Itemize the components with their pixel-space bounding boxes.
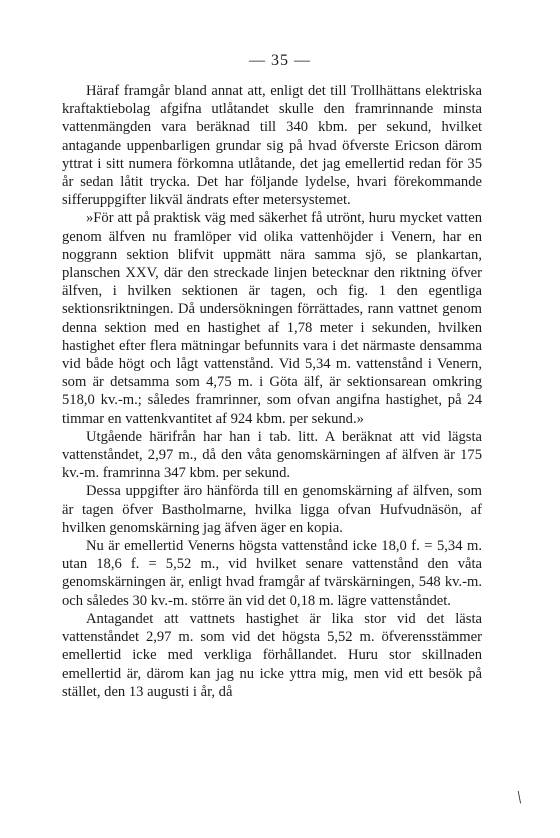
paragraph-3: Utgående härifrån har han i tab. litt. A beräknat att vid lägsta vattenståndet, 2,97 m., då den våta genomskärningen af älfven är 175 kv.-m. framrinna 347 kbm. per sekund. — [62, 428, 482, 482]
paragraph-5: Nu är emellertid Venerns högsta vattenstånd icke 18,0 f. = 5,34 m. utan 18,6 f. = 5,52 m., vid hvilket senare vattenstånd den våta genomskärningen är, enligt hvad framgår af tvärskärningen, 548 kv.-m. och således 30 kv.-m. större än vid det 0,18 m. lägre vattenståndet. — [62, 538, 482, 609]
pencil-mark: / — [512, 787, 527, 807]
page-number: — 35 — — [249, 52, 311, 69]
paragraph-2-quote: »För att på praktisk väg med säkerhet få utrönt, huru mycket vatten genom älfven nu framlöper vid olika vattenhöjder i Venern, har en noggrann sektion blifvit uppmätt nära samma sjö, se plankartan, planschen XXV, där den streckade linjen betecknar den riktning öfver älfven, i hvilken sektionen är tagen, och fig. 1 den egentliga sektionsriktningen. Då undersökningen förrättades, rann vattnet genom denna sektion med en hastighet af 1,78 meter i sekunden, hvilken hastighet efter flera mätningar befunnits vara i det närmaste densamma vid både högt och lågt vattenstånd. Vid 5,34 m. vattenstånd i Venern, som är detsamma som 4,75 m. i Göta älf, är sektionsarean omkring 518,0 kv.-m.; således framrinner, som ofvan angifna hastighet, på 24 timmar en vattenkvantitet af 924 kbm. per sekund.» — [62, 210, 482, 427]
paragraph-4: Dessa uppgifter äro hänförda till en genomskärning af älfven, som är tagen öfver Bastholmarne, hvilka ligga ofvan Hufvudnäsön, af hvilken genomskärning jag äfven äger en kopia. — [62, 483, 482, 536]
body-text — [62, 82, 482, 701]
paragraph-6: Antagandet att vattnets hastighet är lika stor vid det lästa vattenståndet 2,97 m. som vid det högsta 5,52 m. öfverensstämmer emellertid icke med verkliga förhållandet. Huru stor skillnaden emellertid är, därom kan jag nu icke yttra mig, men vid ett besök på stället, den 13 augusti i år, då — [62, 610, 482, 700]
paragraph-1: Häraf framgår bland annat att, enligt det till Trollhättans elektriska kraftaktiebolag afgifna utlåtandet skulle den framrinnande minsta vattenmängden vara beräknad till 340 kbm. per sekund, hvilket antagande uppenbarligen grundar sig på hvad öfverste Ericson därom yttrat i sitt numera förkomna utlåtande, det jag emellertid redan för 35 år sedan låtit trycka. Det har följande lydelse, hvari förekommande sifferuppgifter likväl ändrats efter metersystemet. — [62, 83, 482, 209]
